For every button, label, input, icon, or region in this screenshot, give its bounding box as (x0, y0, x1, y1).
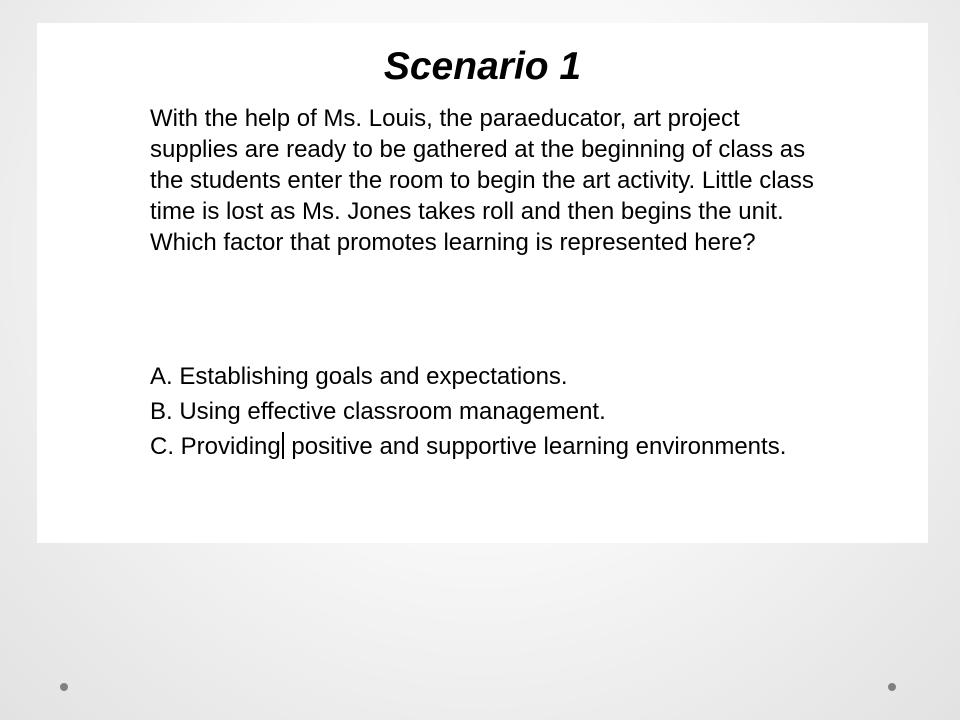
answer-option-c-start: C. Providing (150, 433, 281, 460)
text-cursor-icon (282, 432, 284, 459)
right-dot-icon (888, 683, 896, 691)
answer-option-a[interactable]: A. Establishing goals and expectations. (150, 363, 568, 390)
answer-option-b[interactable]: B. Using effective classroom management. (150, 398, 606, 425)
answer-list (150, 361, 830, 466)
scenario-panel (37, 23, 928, 543)
left-dot-icon (60, 683, 68, 691)
scenario-title: Scenario 1 (383, 45, 582, 88)
question-text: With the help of Ms. Louis, the paraeducator, art project supplies are ready to be gathered at the beginning of class as the students enter the room to begin the art activity. Little class time is lost as Ms. Jones takes roll and then begins the unit. Which factor that promotes learning is represented here? (150, 105, 814, 256)
answer-option-c[interactable] (150, 431, 830, 462)
answer-option-c-end: positive and supportive learning environments. (284, 433, 787, 460)
